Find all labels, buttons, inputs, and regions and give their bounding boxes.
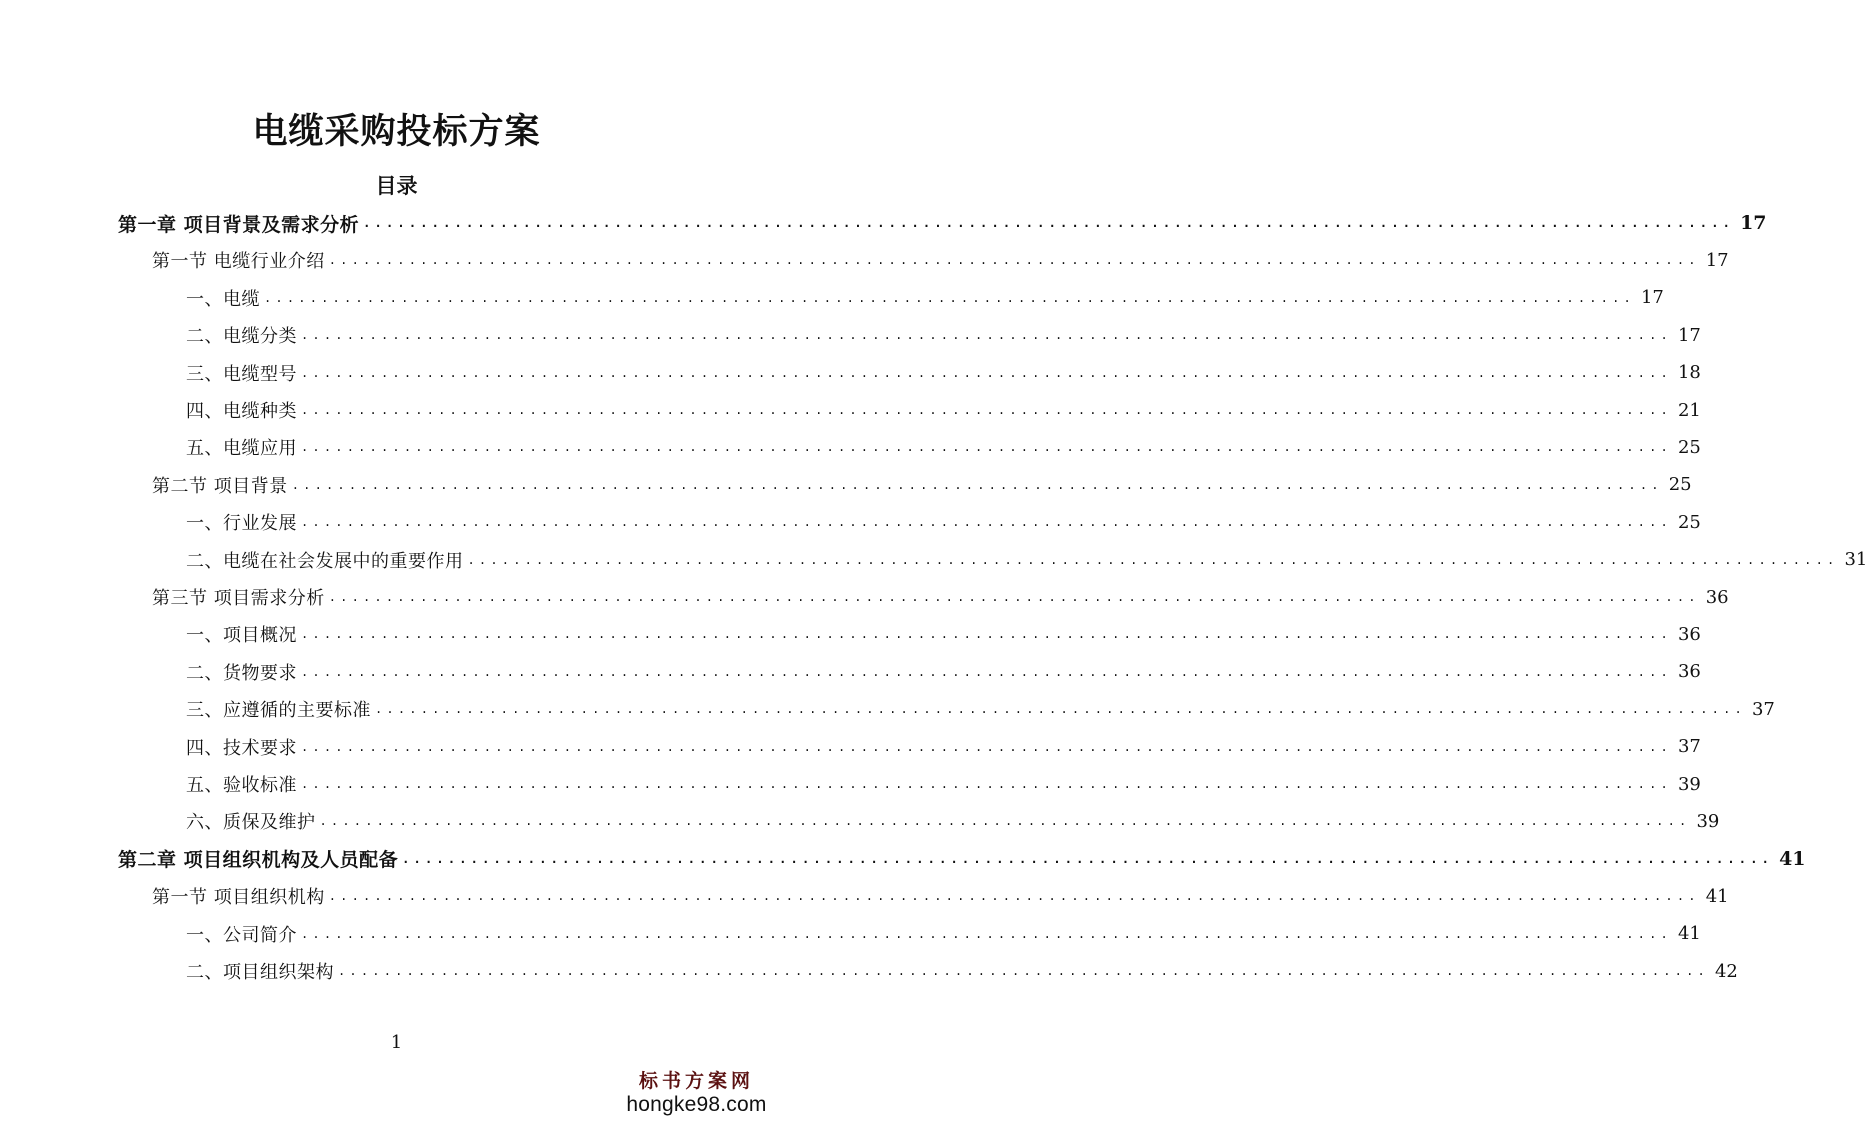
toc-entry-label: 一、公司简介 — [186, 924, 297, 946]
toc-leader-dots: ........................................................................................................................ — [328, 889, 1700, 904]
toc-leader-dots: ........................................................................................................................ — [301, 515, 1672, 530]
toc-leader-dots: ........................................................................................................................ — [328, 590, 1700, 604]
toc-entry-label: 二、货物要求 — [186, 662, 297, 684]
toc-entry-label: 一、项目概况 — [186, 625, 297, 647]
toc-entry-page: 41 — [1677, 923, 1701, 945]
toc-leader-dots: ........................................................................................................................ — [301, 365, 1672, 380]
watermark-domain: hongke98.com — [626, 1093, 767, 1116]
toc-leader-dots: ........................................................................................................................ — [301, 926, 1672, 941]
toc-item-entry[interactable] — [186, 767, 1701, 801]
toc-item-entry[interactable] — [186, 356, 1701, 390]
watermark-logo — [614, 1066, 779, 1117]
toc-entry-label: 五、电缆应用 — [186, 438, 297, 460]
toc-entry-label: 第一节 项目组织机构 — [152, 887, 325, 909]
toc-leader-dots: ........................................................................................................................ — [291, 477, 1663, 492]
toc-entry-label: 第一节 电缆行业介绍 — [152, 251, 325, 273]
toc-entry-page: 21 — [1677, 399, 1701, 421]
toc-entry-page: 17 — [1705, 249, 1729, 271]
toc-item-entry[interactable] — [186, 543, 1867, 577]
toc-leader-dots: ........................................................................................................................ — [301, 440, 1672, 455]
toc-entry-label: 一、电缆 — [186, 288, 260, 310]
toc-item-entry[interactable] — [186, 318, 1701, 352]
toc-section-entry[interactable] — [152, 580, 1729, 614]
toc-item-entry[interactable] — [186, 505, 1701, 539]
toc-entry-label: 四、技术要求 — [186, 737, 297, 759]
toc-item-entry[interactable] — [186, 730, 1701, 764]
toc-leader-dots: ........................................................................................................................ — [301, 627, 1672, 642]
toc-leader-dots: ........................................................................................................................ — [328, 253, 1700, 268]
toc-entry-page: 18 — [1677, 362, 1701, 384]
toc-item-entry[interactable] — [186, 617, 1701, 651]
toc-leader-dots: ........................................................................................................................ — [467, 552, 1839, 567]
toc-leader-dots: ........................................................................................................................ — [301, 777, 1672, 791]
toc-leader-dots: ........................................................................................................................ — [402, 851, 1774, 866]
toc-entry-label: 四、电缆种类 — [186, 401, 297, 422]
toc-item-entry[interactable] — [186, 393, 1701, 427]
toc-entry-label: 三、应遵循的主要标准 — [186, 700, 371, 722]
toc-leader-dots: ........................................................................................................................ — [264, 290, 1635, 305]
toc-entry-page: 36 — [1677, 623, 1701, 645]
toc-entry-label: 第二章 项目组织机构及人员配备 — [118, 849, 399, 872]
toc-item-entry[interactable] — [186, 281, 1664, 315]
page-title: 电缆采购投标方案 — [252, 111, 541, 152]
toc-leader-dots: ........................................................................................................................ — [301, 328, 1672, 343]
toc-entry-page: 37 — [1751, 698, 1775, 720]
toc-entry-label: 二、项目组织架构 — [186, 962, 334, 983]
toc-heading: 目录 — [375, 173, 418, 198]
toc-item-entry[interactable] — [186, 954, 1738, 988]
toc-entry-label: 二、电缆在社会发展中的重要作用 — [186, 550, 464, 572]
toc-entry-page: 36 — [1705, 586, 1729, 608]
toc-leader-dots: ........................................................................................................................ — [301, 403, 1672, 417]
toc-entry-label: 三、电缆型号 — [186, 363, 297, 385]
toc-leader-dots: ........................................................................................................................ — [319, 814, 1691, 829]
toc-entry-label: 第二节 项目背景 — [152, 475, 288, 497]
toc-entry-page: 39 — [1696, 810, 1720, 832]
toc-leader-dots: ........................................................................................................................ — [363, 216, 1735, 230]
toc-item-entry[interactable] — [186, 655, 1701, 689]
toc-entry-page: 17 — [1677, 324, 1701, 346]
toc-chapter-entry[interactable] — [118, 206, 1767, 240]
toc-entry-page: 41 — [1705, 885, 1729, 907]
toc-entry-page: 31 — [1844, 549, 1867, 571]
toc-entry-page: 25 — [1668, 474, 1692, 496]
page-number: 1 — [390, 1032, 403, 1053]
toc-section-entry[interactable] — [152, 243, 1729, 277]
toc-leader-dots: ........................................................................................................................ — [338, 964, 1709, 978]
toc-entry-page: 17 — [1640, 287, 1664, 309]
toc-item-entry[interactable] — [186, 804, 1720, 838]
toc-section-entry[interactable] — [152, 879, 1729, 913]
toc-entry-page: 25 — [1677, 511, 1701, 533]
toc-leader-dots: ........................................................................................................................ — [301, 739, 1672, 754]
toc-leader-dots: ........................................................................................................................ — [375, 702, 1746, 717]
toc-item-entry[interactable] — [186, 917, 1701, 951]
toc-entry-label: 第一章 项目背景及需求分析 — [118, 213, 360, 236]
toc-entry-label: 二、电缆分类 — [186, 326, 297, 348]
toc-entry-page: 25 — [1677, 436, 1701, 458]
toc-entry-label: 一、行业发展 — [186, 513, 297, 535]
toc-entry-page: 39 — [1677, 773, 1701, 795]
toc-entry-page: 17 — [1740, 212, 1767, 234]
toc-entry-page: 36 — [1677, 661, 1701, 683]
toc-item-entry[interactable] — [186, 430, 1701, 464]
toc-chapter-entry[interactable] — [118, 842, 1806, 876]
toc-leader-dots: ........................................................................................................................ — [301, 664, 1672, 679]
toc-entry-page: 41 — [1779, 847, 1806, 870]
toc-entry-page: 42 — [1714, 960, 1738, 982]
toc-item-entry[interactable] — [186, 692, 1775, 726]
toc-entry-label: 六、质保及维护 — [186, 812, 316, 834]
watermark-name: 标书方案网 — [638, 1070, 754, 1092]
toc-entry-page: 37 — [1677, 736, 1701, 758]
toc-entry-label: 五、验收标准 — [186, 775, 297, 796]
toc-section-entry[interactable] — [152, 468, 1692, 502]
toc-entry-label: 第三节 项目需求分析 — [152, 588, 325, 609]
